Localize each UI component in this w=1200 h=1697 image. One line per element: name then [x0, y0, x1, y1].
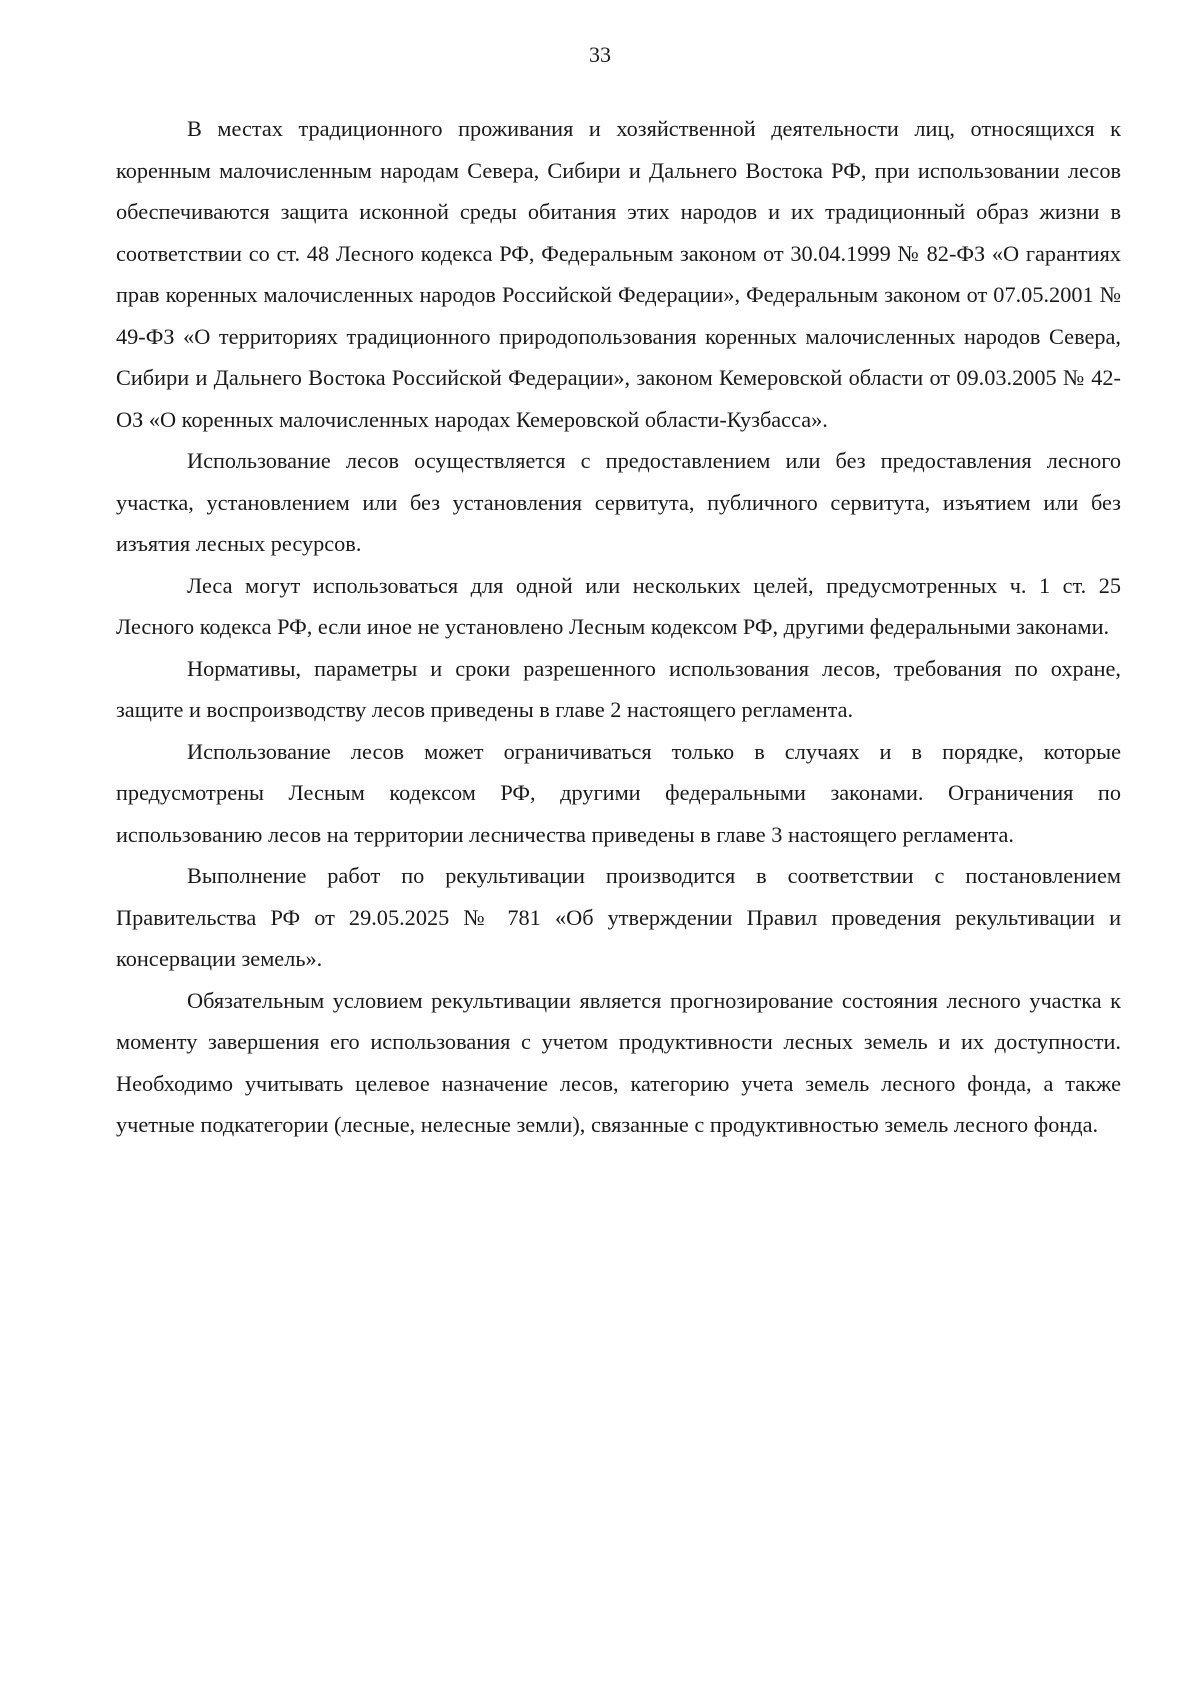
paragraph-forest-use-purposes: Леса могут использоваться для одной или нескольких целей, предусмотренных ч. 1 ст. 25 Лесного кодекса РФ, если иное не установлено Лесным кодексом РФ, другими федеральными законами.: [116, 572, 1121, 639]
document-body: [116, 108, 1121, 1146]
paragraph-norms-reference: Нормативы, параметры и сроки разрешенного использования лесов, требования по охране, защите и воспроизводству лесов приведены в главе 2 настоящего регламента.: [116, 655, 1121, 722]
paragraph-use-restrictions: Использование лесов может ограничиваться только в случаях и в порядке, которые предусмотрены Лесным кодексом РФ, другими федеральными законами. Ограничения по использованию лесов на территории лесничества приведены в главе 3 настоящего регламента.: [116, 738, 1121, 847]
paragraph-indigenous-peoples: В местах традиционного проживания и хозяйственной деятельности лиц, относящихся к коренным малочисленным народам Севера, Сибири и Дальнего Востока РФ, при использовании лесов обеспечиваются защита исконной среды обитания этих народов и их традиционный образ жизни в соответствии со ст. 48 Лесного кодекса РФ, Федеральным законом от 30.04.1999 № 82-ФЗ «О гарантиях прав коренных малочисленных народов Российской Федерации», Федеральным законом от 07.05.2001 № 49-ФЗ «О территориях традиционного природопользования коренных малочисленных народов Севера, Сибири и Дальнего Востока Российской Федерации», законом Кемеровской области от 09.03.2005 № 42-ОЗ «О коренных малочисленных народах Кемеровской области-Кузбасса».: [116, 116, 1121, 432]
paragraph-recultivation-conditions: Обязательным условием рекультивации является прогнозирование состояния лесного участка к моменту завершения его использования с учетом продуктивности лесных земель и их доступности. Необходимо учитывать целевое назначение лесов, категорию учета земель лесного фонда, а также учетные подкатегории (лесные, нелесные земли), связанные с продуктивностью земель лесного фонда.: [116, 987, 1121, 1137]
paragraph-recultivation-works: Выполнение работ по рекультивации производится в соответствии с постановлением Правительства РФ от 29.05.2025 № 781 «Об утверждении Правил проведения рекультивации и консервации земель».: [116, 863, 1121, 971]
paragraph-forest-use-conditions: Использование лесов осуществляется с предоставлением или без предоставления лесного участка, установлением или без установления сервитута, публичного сервитута, изъятием или без изъятия лесных ресурсов.: [116, 448, 1121, 556]
page-number: 33: [589, 42, 611, 67]
